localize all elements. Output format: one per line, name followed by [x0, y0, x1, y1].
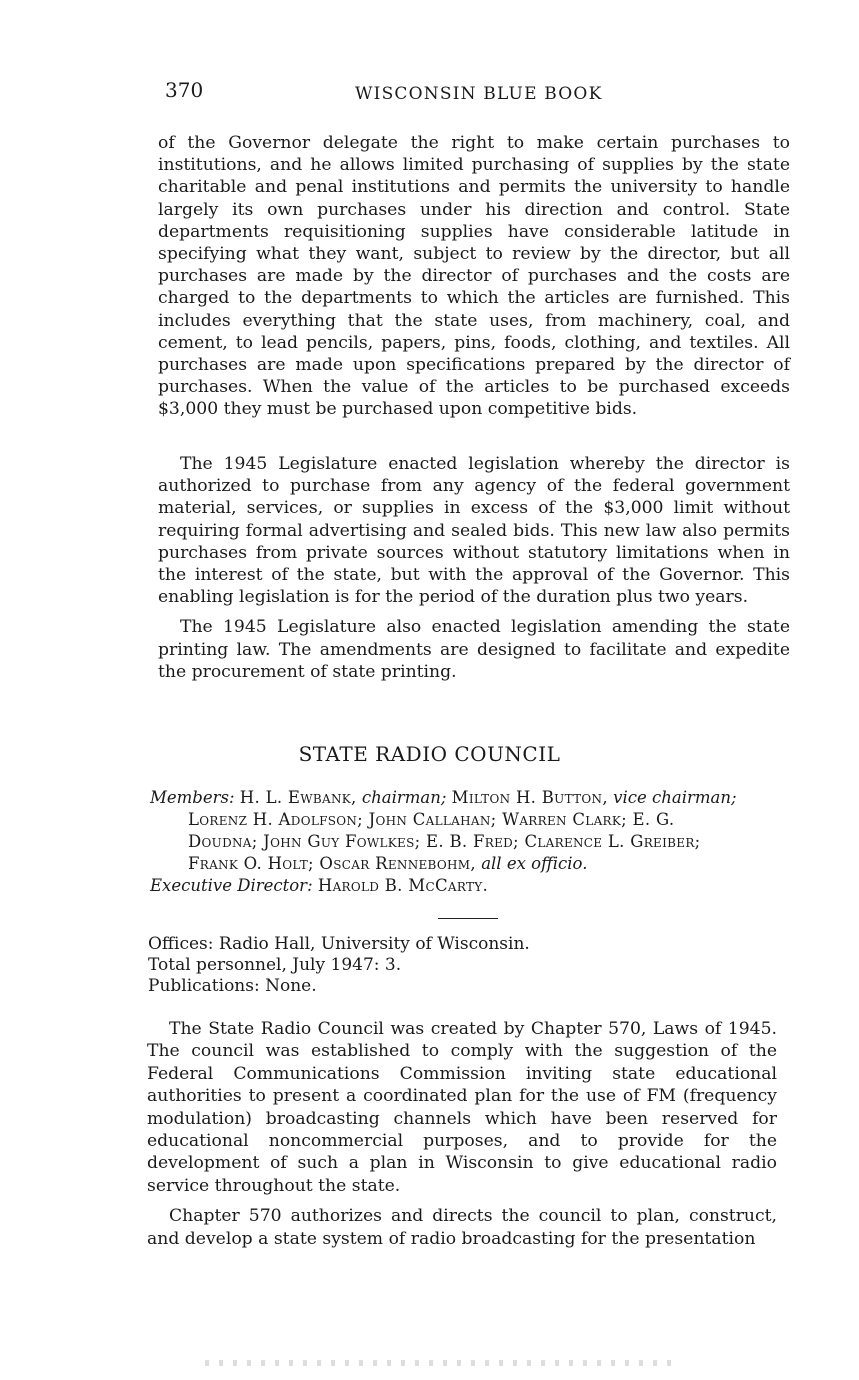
office-info [148, 934, 788, 997]
legislation-text [158, 453, 790, 691]
member-role: vice chairman; [613, 788, 737, 807]
members-line [150, 853, 785, 875]
executive-director-name: Harold B. McCarty. [317, 876, 489, 895]
section-title: STATE RADIO COUNCIL [298, 742, 561, 766]
paragraph: The 1945 Legislature enacted legislation whereby the director is authorized to purchase from any agency of the federal government material, services, or supplies in excess of the $3,000 limit without requiring formal advertising and sealed bids. This new law also permits purchases from private sources without statutory limitations when in the interest of the state, but with the approval of the Governor. This enabling legislation is for the period of the duration plus two years. [158, 454, 790, 608]
members-line [150, 787, 785, 809]
member-role: chairman; [361, 788, 447, 807]
page-header [165, 78, 795, 108]
members-line: Doudna; John Guy Fowlkes; E. B. Fred; Clarence L. Greiber; [188, 832, 701, 851]
members-list [150, 787, 785, 897]
members-label: Members: [150, 788, 235, 807]
paragraph: The State Radio Council was created by Chapter 570, Laws of 1945. The council was established to comply with the suggestion of the Federal Communications Commission inviting state educational authorities to present a coordinated plan for the use of FM (frequency modulation) broadcasting channels which have been reserved for educational noncommercial purposes, and to provide for the development of such a plan in Wisconsin to give educational radio service throughout the state. [147, 1019, 777, 1196]
purchasing-text [158, 132, 790, 429]
running-title: WISCONSIN BLUE BOOK [355, 84, 603, 104]
executive-director-label: Executive Director: [150, 876, 313, 895]
member-name: H. L. Ewbank, [239, 788, 357, 807]
paragraph: Chapter 570 authorizes and directs the council to plan, construct, and develop a state system of radio broadcasting for the presentation [147, 1206, 777, 1249]
member-names: Frank O. Holt; Oscar Rennebohm, [188, 854, 476, 873]
divider [438, 918, 498, 919]
scan-artifact [205, 1360, 675, 1366]
personnel-line: Total personnel, July 1947: 3. [148, 955, 402, 975]
member-role: all ex officio. [481, 854, 588, 873]
members-line: Lorenz H. Adolfson; John Callahan; Warren Clark; E. G. [188, 810, 675, 829]
radio-council-text [147, 1018, 777, 1258]
paragraph: The 1945 Legislature also enacted legislation amending the state printing law. The amendments are designed to facilitate and expedite the procurement of state printing. [158, 617, 790, 682]
paragraph: of the Governor delegate the right to make certain purchases to institutions, and he allows limited purchasing of supplies by the state charitable and penal institutions and permits the university to handle largely its own purchases under his direction and control. State departments requisitioning supplies have considerable latitude in specifying what they want, subject to review by the director, but all purchases are made by the director of purchases and the costs are charged to the departments to which the articles are furnished. This includes everything that the state uses, from machinery, coal, and cement, to lead pencils, papers, pins, foods, clothing, and textiles. All purchases are made upon specifications prepared by the director of purchases. When the value of the articles to be purchased exceeds $3,000 they must be purchased upon competitive bids. [158, 133, 790, 420]
publications-line: Publications: None. [148, 976, 317, 996]
page-number: 370 [165, 78, 204, 102]
offices-line: Offices: Radio Hall, University of Wisconsin. [148, 934, 530, 954]
member-name: Milton H. Button, [451, 788, 608, 807]
executive-director-line [150, 875, 785, 897]
